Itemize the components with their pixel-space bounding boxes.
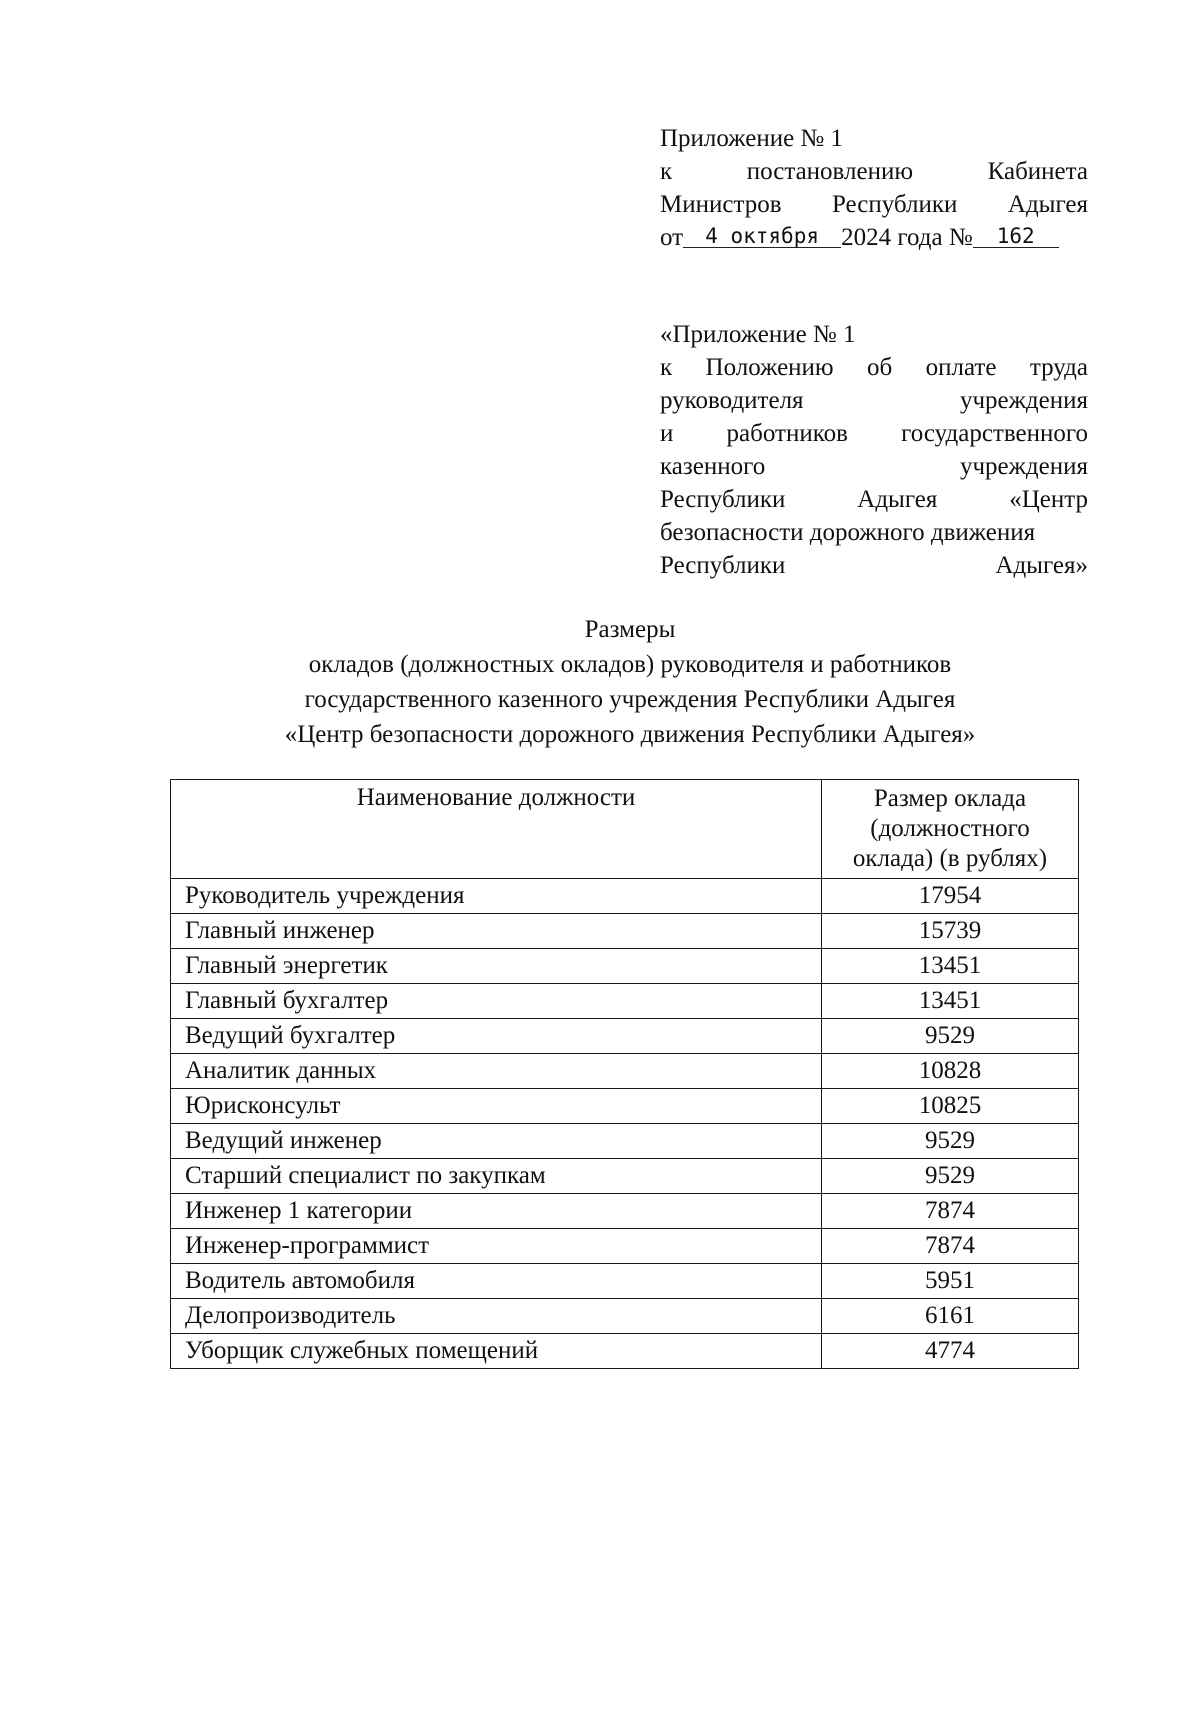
word: Республики	[831, 191, 958, 218]
salary-cell: 10825	[822, 1089, 1079, 1124]
title-line-2: окладов (должностных окладов) руководителя и работников	[308, 651, 952, 678]
decree-header-line-3	[660, 188, 1088, 221]
appendix-header-line-8	[660, 549, 1088, 582]
salary-cell: 6161	[822, 1299, 1079, 1334]
table-row	[171, 879, 1079, 914]
salary-cell: 13451	[822, 984, 1079, 1019]
position-cell: Аналитик данных	[171, 1054, 822, 1089]
word: к	[660, 158, 673, 185]
document-title	[0, 612, 1200, 752]
table-row	[171, 914, 1079, 949]
position-cell: Уборщик служебных помещений	[171, 1334, 822, 1369]
word: Положению	[705, 354, 834, 381]
salary-cell: 7874	[822, 1229, 1079, 1264]
position-cell: Юрисконсульт	[171, 1089, 822, 1124]
table-row	[171, 1089, 1079, 1124]
position-cell: Ведущий инженер	[171, 1124, 822, 1159]
word: руководителя	[660, 387, 804, 414]
position-column-header: Наименование должности	[171, 780, 822, 879]
word: оплате	[925, 354, 997, 381]
word: Адыгея	[857, 486, 938, 513]
table-row	[171, 1334, 1079, 1369]
decree-header-line-4	[660, 221, 1088, 254]
title-line-1: Размеры	[584, 616, 676, 643]
table-row	[171, 1299, 1079, 1334]
table-row	[171, 1229, 1079, 1264]
word: учреждения	[959, 453, 1088, 480]
word: труда	[1029, 354, 1088, 381]
salary-cell: 13451	[822, 949, 1079, 984]
table-row	[171, 1054, 1079, 1089]
word: Республики	[660, 486, 786, 513]
decree-header-line-2	[660, 155, 1088, 188]
appendix-header-line-3	[660, 384, 1088, 417]
salary-cell: 4774	[822, 1334, 1079, 1369]
salary-cell: 5951	[822, 1264, 1079, 1299]
position-cell: Главный инженер	[171, 914, 822, 949]
word: работников	[726, 420, 848, 447]
table-row	[171, 1194, 1079, 1229]
decree-header-line-1: Приложение № 1	[660, 125, 844, 152]
position-cell: Ведущий бухгалтер	[171, 1019, 822, 1054]
word: Адыгея	[1007, 191, 1088, 218]
decree-number-field: 162	[973, 225, 1059, 248]
salary-cell: 9529	[822, 1124, 1079, 1159]
appendix-header	[660, 318, 1088, 582]
salary-table	[170, 779, 1079, 1369]
table-row	[171, 949, 1079, 984]
table-row	[171, 1019, 1079, 1054]
appendix-header-line-2	[660, 351, 1088, 384]
table-row	[171, 1264, 1079, 1299]
word: к	[660, 354, 673, 381]
word: государственного	[901, 420, 1088, 447]
appendix-header-line-4	[660, 417, 1088, 450]
table-row	[171, 1159, 1079, 1194]
word: Кабинета	[987, 158, 1088, 185]
position-cell: Главный бухгалтер	[171, 984, 822, 1019]
appendix-header-line-5	[660, 450, 1088, 483]
appendix-header-line-1: «Приложение № 1	[660, 321, 856, 348]
position-cell: Старший специалист по закупкам	[171, 1159, 822, 1194]
decree-date-field: 4 октября	[683, 225, 841, 248]
salary-cell: 9529	[822, 1019, 1079, 1054]
word: постановлению	[746, 158, 914, 185]
word: об	[867, 354, 893, 381]
salary-header-line: Размер оклада	[873, 785, 1027, 812]
position-cell: Руководитель учреждения	[171, 879, 822, 914]
word: Республики	[660, 552, 786, 579]
salary-cell: 7874	[822, 1194, 1079, 1229]
title-line-3: государственного казенного учреждения Республики Адыгея	[304, 686, 956, 713]
date-year-number-label: 2024 года №	[841, 224, 973, 251]
word: Министров	[660, 191, 782, 218]
word: и	[660, 420, 674, 447]
title-line-4: «Центр безопасности дорожного движения Республики Адыгея»	[284, 721, 976, 748]
salary-column-header	[822, 780, 1079, 879]
salary-header-line: оклада) (в рублях)	[852, 845, 1048, 872]
salary-cell: 15739	[822, 914, 1079, 949]
position-cell: Делопроизводитель	[171, 1299, 822, 1334]
date-prefix: от	[660, 224, 684, 251]
table-row	[171, 984, 1079, 1019]
appendix-header-line-7: безопасности дорожного движения	[660, 519, 1036, 546]
salary-cell: 9529	[822, 1159, 1079, 1194]
word: Адыгея»	[995, 552, 1088, 579]
position-cell: Главный энергетик	[171, 949, 822, 984]
salary-cell: 17954	[822, 879, 1079, 914]
position-cell: Инженер 1 категории	[171, 1194, 822, 1229]
salary-header-line: (должностного	[870, 815, 1030, 842]
table-header-row	[171, 780, 1079, 879]
table-row	[171, 1124, 1079, 1159]
appendix-header-line-6	[660, 483, 1088, 516]
word: учреждения	[959, 387, 1088, 414]
salary-cell: 10828	[822, 1054, 1079, 1089]
position-cell: Инженер-программист	[171, 1229, 822, 1264]
position-cell: Водитель автомобиля	[171, 1264, 822, 1299]
word: казенного	[660, 453, 766, 480]
decree-header	[660, 122, 1088, 254]
word: «Центр	[1009, 486, 1088, 513]
